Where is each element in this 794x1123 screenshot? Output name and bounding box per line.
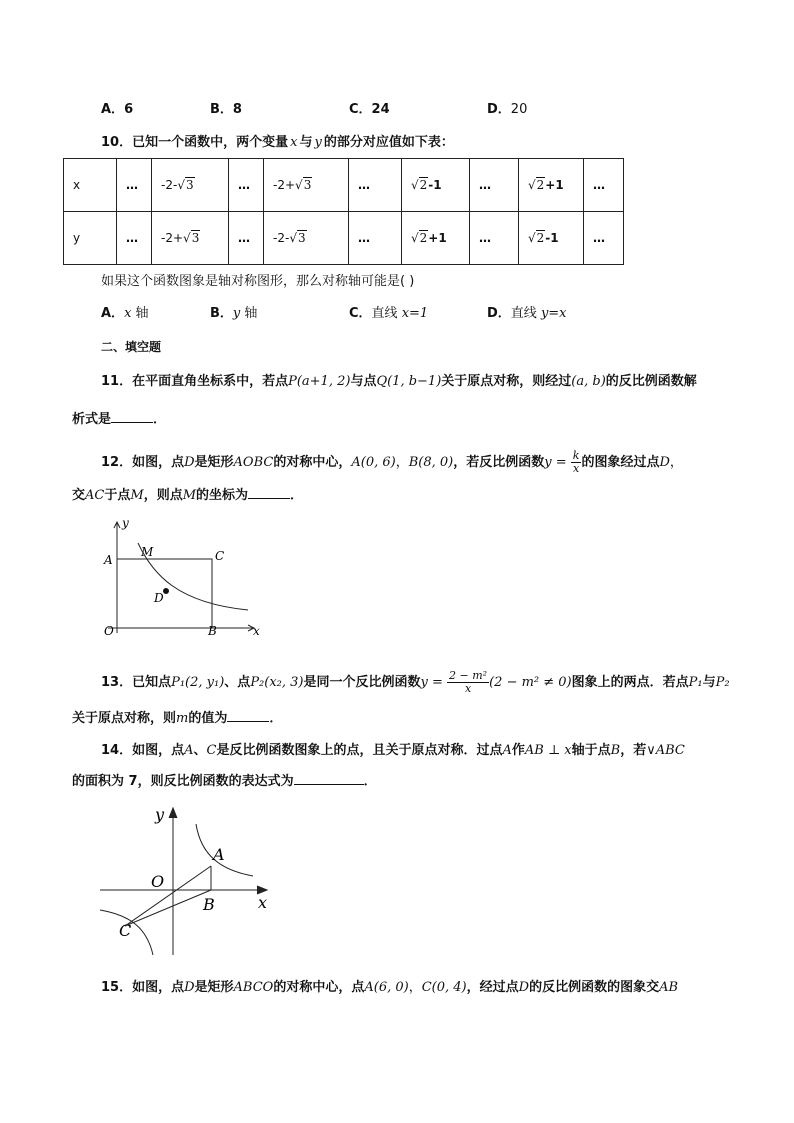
label-d: D — [154, 591, 164, 605]
table-cell: -2-√3 — [264, 212, 349, 265]
table-cell: … — [229, 212, 264, 265]
q11-line2: 析式是 ． — [72, 412, 167, 427]
q10-stem: 10．已知一个函数中，两个变量 x 与 y 的部分对应值如下表： — [101, 135, 454, 150]
segment-ac — [125, 866, 211, 926]
label-b: B — [208, 624, 217, 638]
table-cell: -2+√3 — [152, 212, 229, 265]
table-cell: … — [229, 159, 264, 212]
q13-line1: 13．已知点P₁(2, y₁)、点P₂(x₂, 3)是同一个反比例函数y = $\frac{\text{2 − m²}}{x}$ (2 − m² ≠ 0)图象上的两点．若点P₁与P₂ — [101, 669, 730, 695]
table-cell: √2+1 — [519, 159, 584, 212]
table-cell: … — [584, 212, 624, 265]
label-y: y — [155, 805, 165, 824]
answer-blank[interactable] — [111, 410, 153, 423]
table-cell: … — [117, 212, 152, 265]
q13-line2: 关于原点对称，则m的值为 ． — [72, 711, 283, 726]
q10-option-d: D．直线 y=x — [487, 306, 567, 321]
table-cell: -2+√3 — [264, 159, 349, 212]
label-x: x — [253, 624, 260, 638]
q12-figure — [98, 515, 268, 645]
q9-option-b: B．8 — [210, 102, 242, 117]
q9-option-c: C．24 — [349, 102, 390, 117]
q9-option-a: A．6 — [101, 102, 134, 117]
label-c: C — [119, 921, 132, 940]
q11-line1: 11．在平面直角坐标系中，若点P(a+1, 2)与点Q(1, b−1)关于原点对称，则经过(a, b)的反比例函数解 — [101, 374, 697, 389]
q14-line1: 14．如图，点A、C是反比例函数图象上的点，且关于原点对称．过点A作AB ⊥ x轴于点B，若∨ABC — [101, 743, 685, 758]
label-y: y — [122, 516, 129, 530]
table-cell: √2-1 — [402, 159, 470, 212]
table-cell: … — [117, 159, 152, 212]
table-cell: -2-√3 — [152, 159, 229, 212]
table-cell: … — [349, 212, 402, 265]
q12-line1: 12．如图，点D是矩形AOBC的对称中心，A(0, 6)，B(8, 0)，若反比例函数y = $\frac{k}{x}$ 的图象经过点D， — [101, 449, 683, 475]
q10-value-table — [63, 158, 624, 265]
q10-option-a: A．x 轴 — [101, 306, 149, 321]
table-cell: √2-1 — [519, 212, 584, 265]
answer-blank[interactable] — [248, 486, 290, 499]
label-a: A — [104, 553, 113, 567]
q10-option-b: B．y 轴 — [210, 306, 258, 321]
answer-blank[interactable] — [227, 709, 269, 722]
table-cell: … — [349, 159, 402, 212]
q15-line1: 15．如图，点D是矩形ABCO的对称中心，点A(6, 0)，C(0, 4)，经过点D的反比例函数的图象交AB — [101, 980, 679, 995]
label-m: M — [141, 545, 154, 559]
table-row-y — [64, 212, 624, 265]
label-c: C — [215, 549, 225, 563]
label-o: O — [104, 624, 114, 638]
label-a: A — [213, 845, 225, 864]
label-b: B — [203, 895, 215, 914]
table-row-x — [64, 159, 624, 212]
table-cell: … — [470, 212, 519, 265]
q10-option-c: C．直线 x=1 — [349, 306, 429, 321]
table-cell: … — [470, 159, 519, 212]
table-cell: … — [584, 159, 624, 212]
answer-blank[interactable] — [294, 772, 364, 785]
q9-option-d: D．20 — [487, 102, 528, 117]
label-o: O — [151, 872, 165, 891]
row-label-y: y — [64, 212, 117, 265]
q10-followup: 如果这个函数图象是轴对称图形，那么对称轴可能是( ) — [101, 274, 415, 289]
y-axis-arrow-icon — [169, 808, 177, 818]
row-label-x: x — [64, 159, 117, 212]
section-title: 二、填空题 — [101, 340, 162, 354]
q14-figure — [95, 800, 285, 960]
table-cell: √2+1 — [402, 212, 470, 265]
point-d — [163, 588, 169, 594]
q12-line2: 交AC于点M，则点M的坐标为 ． — [72, 488, 304, 503]
label-x: x — [258, 893, 268, 912]
q14-line2: 的面积为 7，则反比例函数的表达式为 ． — [72, 774, 377, 789]
